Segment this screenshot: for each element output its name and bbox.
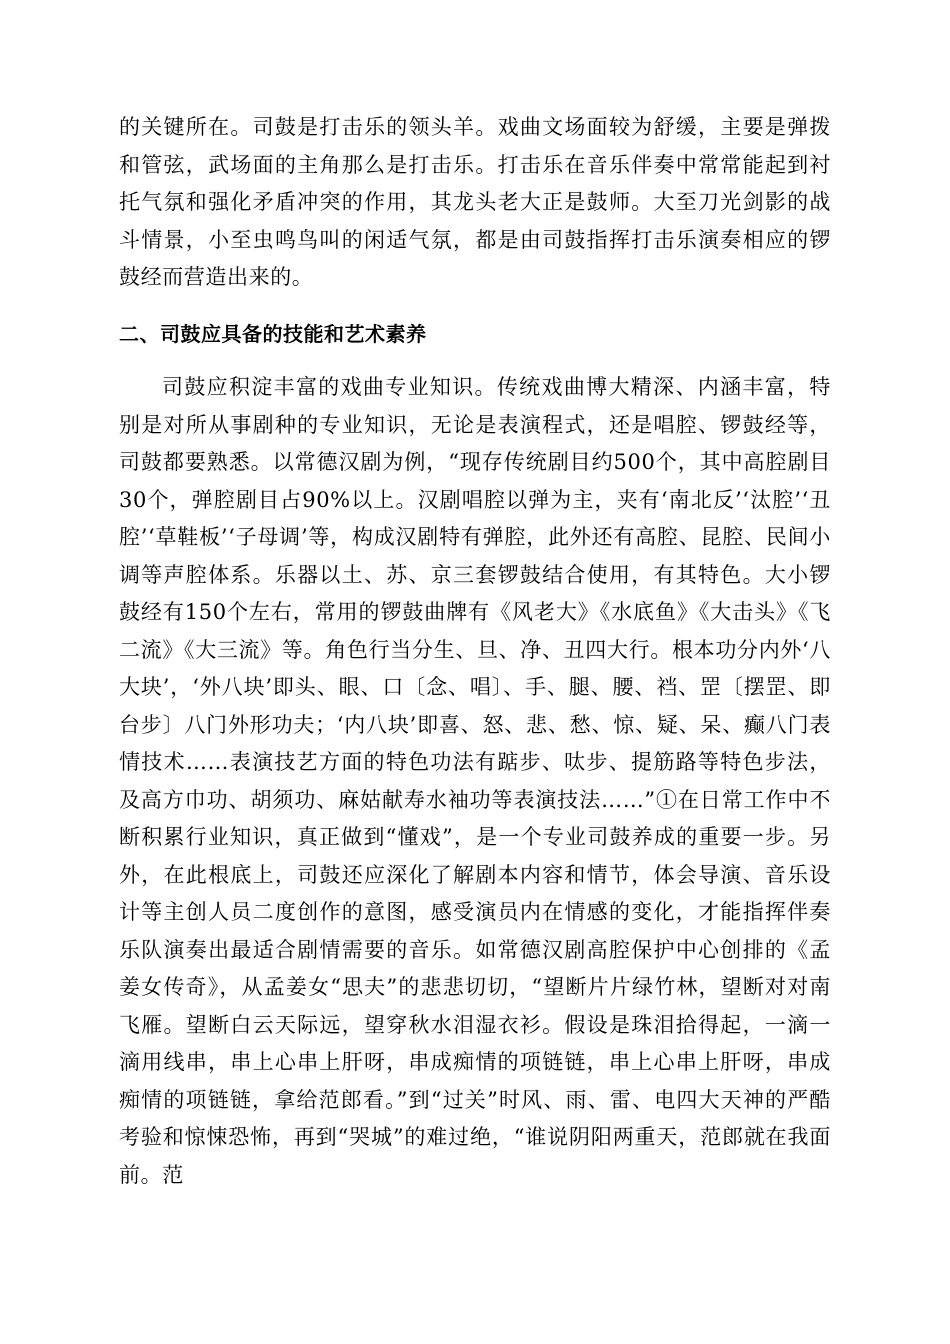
body-paragraph: 司鼓应积淀丰富的戏曲专业知识。传统戏曲博大精深、内涵丰富，特别是对所从事剧种的专业知识，无论是表演程式，还是唱腔、锣鼓经等，司鼓都要熟悉。以常德汉剧为例，“现存传统剧目约500个，其中高腔剧目30个，弹腔剧目占90%以上。汉剧唱腔以弹为主，夹有‘南北反’‘汰腔’‘丑腔’‘草鞋板’‘子母调’等，构成汉剧特有弹腔，此外还有高腔、昆腔、民间小调等声腔体系。乐器以土、苏、京三套锣鼓结合使用，有其特色。大小锣鼓经有150个左右，常用的锣鼓曲牌有《风老大》《水底鱼》《大击头》《飞二流》《大三流》等。角色行当分生、旦、净、丑四大行。根本功分内外‘八大块’，‘外八块’即头、眼、口〔念、唱〕、手、腿、腰、裆、罡〔摆罡、即台步〕八门外形功夫；‘内八块’即喜、怒、悲、愁、惊、疑、呆、癫八门表情技术……表演技艺方面的特色功法有踮步、呔步、提筋路等特色步法，及高方巾功、胡须功、麻姑献寿水袖功等表演技法……”①在日常工作中不断积累行业知识，真正做到“懂戏”，是一个专业司鼓养成的重要一步。另外，在此根底上，司鼓还应深化了解剧本内容和情节，体会导演、音乐设计等主创人员二度创作的意图，感受演员内在情感的变化，才能指挥伴奏乐队演奏出最适合剧情需要的音乐。如常德汉剧高腔保护中心创排的《孟姜女传奇》，从孟姜女“思夫”的悲悲切切，“望断片片绿竹林，望断对对南飞雁。望断白云天际远，望穿秋水泪湿衣衫。假设是珠泪拾得起，一滴一滴用线串，串上心串上肝呀，串成痴情的项链链，串上心串上肝呀，串成痴情的项链链，拿给范郎看。”到“过关”时风、雨、雷、电四大天神的严酷考验和惊悚恐怖，再到“哭城”的难过绝，“谁说阴阳两重天，范郎就在我面前。范 <box>119 375 831 1187</box>
document-page <box>119 109 831 1194</box>
section-heading: 二、司鼓应具备的技能和艺术素养 <box>119 321 427 346</box>
body-paragraph-continued: 的关键所在。司鼓是打击乐的领头羊。戏曲文场面较为舒缓，主要是弹拨和管弦，武场面的主角那么是打击乐。打击乐在音乐伴奏中常常能起到衬托气氛和强化矛盾冲突的作用，其龙头老大正是鼓师。大至刀光剑影的战斗情景，小至虫鸣鸟叫的闲适气氛，都是由司鼓指挥打击乐演奏相应的锣鼓经而营造出来的。 <box>119 115 831 289</box>
